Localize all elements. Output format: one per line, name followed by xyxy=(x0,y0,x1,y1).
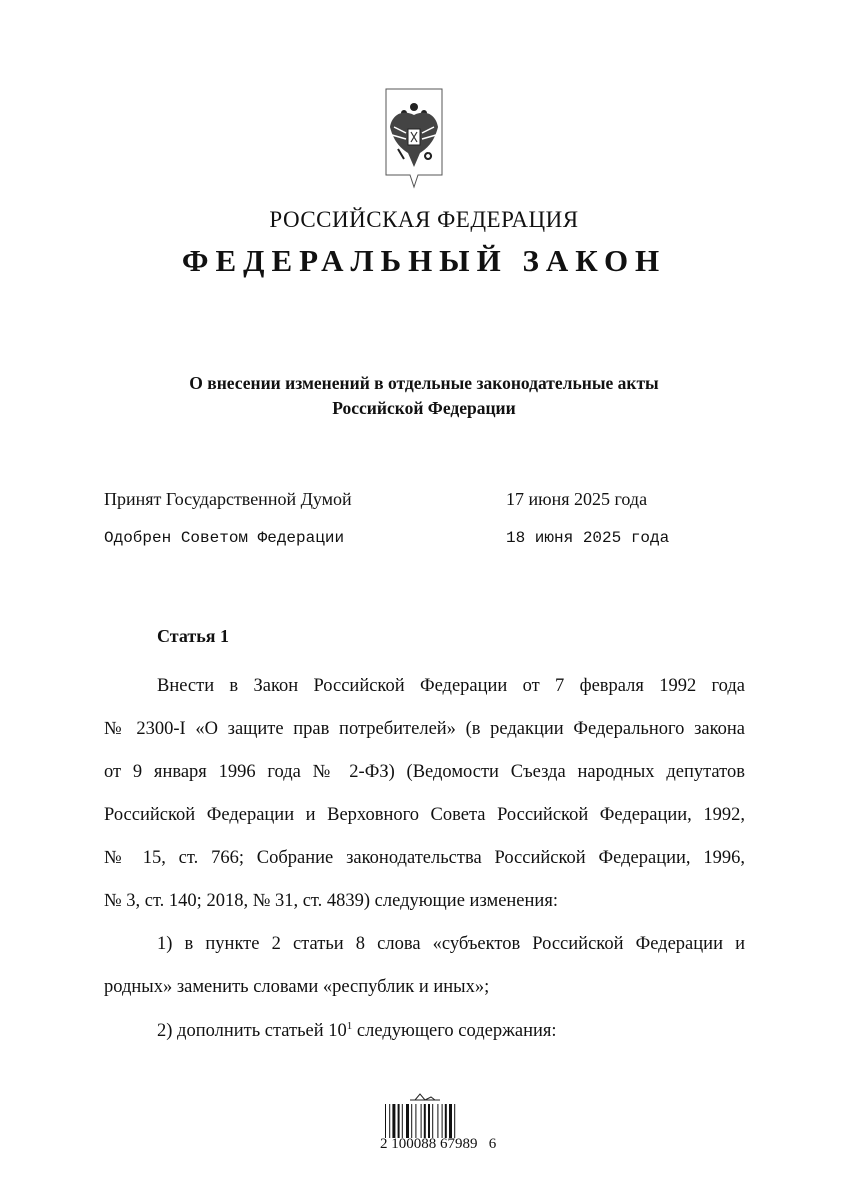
item-2-line xyxy=(157,1020,745,1042)
adopted-label: Принят Государственной Думой xyxy=(104,489,352,509)
country-heading: РОССИЙСКАЯ ФЕДЕРАЦИЯ xyxy=(269,207,579,232)
item-1-line: родных» заменить словами «республик и иных»; xyxy=(104,977,490,997)
barcode xyxy=(385,1090,475,1138)
paragraph-line: № 15, ст. 766; Собрание законодательства Российской Федерации, 1996, xyxy=(104,848,745,868)
paragraph-line: № 3, ст. 140; 2018, № 31, ст. 4839) следующие изменения: xyxy=(104,891,558,911)
approved-date: 18 июня 2025 года xyxy=(506,529,670,547)
barcode-number: 2 100088 67989 6 xyxy=(380,1136,497,1152)
item-2-prefix: 2) дополнить статьей 10 xyxy=(157,1021,347,1042)
adopted-date: 17 июня 2025 года xyxy=(506,489,648,509)
paragraph-line: № 2300-I «О защите прав потребителей» (в редакции Федерального закона xyxy=(104,719,745,739)
document-type-heading: ФЕДЕРАЛЬНЫЙ ЗАКОН xyxy=(181,243,667,278)
article-heading: Статья 1 xyxy=(157,626,229,646)
law-title-line-2: Российской Федерации xyxy=(332,398,516,418)
item-1-line: 1) в пункте 2 статьи 8 слова «субъектов Российской Федерации и xyxy=(157,934,745,954)
paragraph-line: Внести в Закон Российской Федерации от 7 февраля 1992 года xyxy=(157,676,745,696)
law-title-line-1: О внесении изменений в отдельные законодательные акты xyxy=(189,373,659,393)
paragraph-line: Российской Федерации и Верховного Совета Российской Федерации, 1992, xyxy=(104,805,745,825)
item-2-suffix: следующего содержания: xyxy=(352,1021,557,1042)
approved-label: Одобрен Советом Федерации xyxy=(104,529,345,547)
paragraph-line: от 9 января 1996 года № 2-ФЗ) (Ведомости Съезда народных депутатов xyxy=(104,762,745,782)
coat-of-arms-emblem xyxy=(384,87,444,189)
item-2-superscript: 1 xyxy=(346,1020,353,1032)
